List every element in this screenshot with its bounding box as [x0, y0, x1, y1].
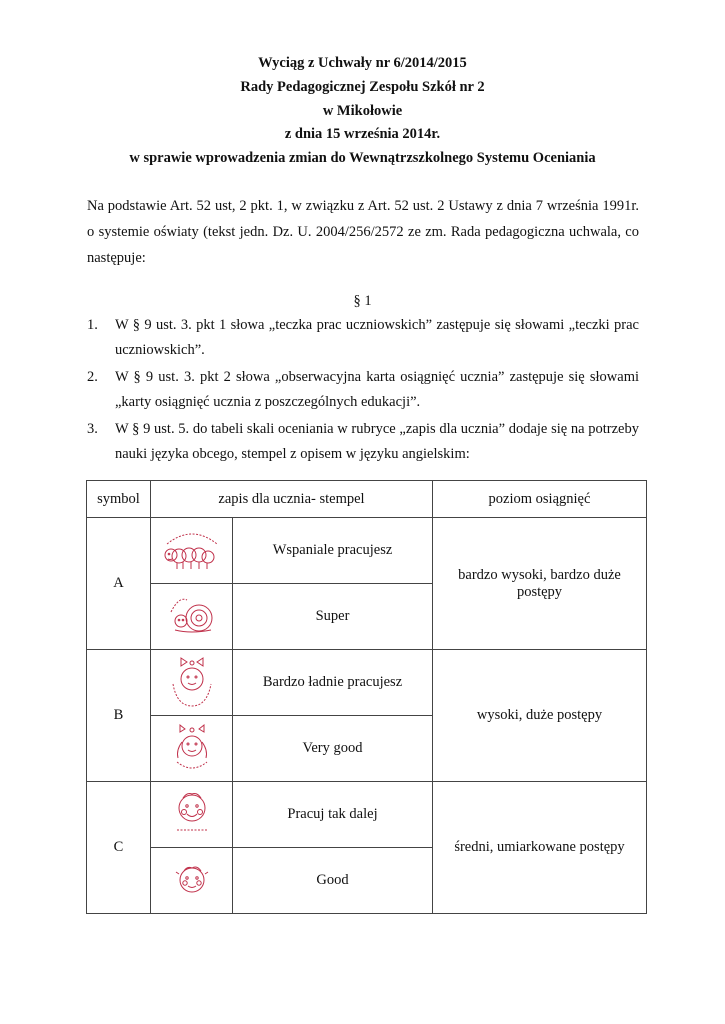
list-text: W § 9 ust. 5. do tabeli skali oceniania w rubryce „zapis dla ucznia” dodaje się na potrzeby nauki języka obcego, stempel z opisem w języku angielskim:	[115, 421, 639, 462]
header-title: Wyciąg z Uchwały nr 6/2014/2015	[258, 55, 467, 71]
list-number: 2.	[87, 369, 98, 385]
stamp-girl-pigtails-icon	[151, 716, 233, 782]
symbol-b: B	[87, 650, 151, 782]
symbol-c: C	[87, 782, 151, 914]
stamp-caterpillar-icon	[151, 518, 233, 584]
record-label: Very good	[233, 716, 433, 782]
record-label: Good	[233, 848, 433, 914]
header-symbol: symbol	[87, 481, 151, 518]
header-date: z dnia 15 września 2014r.	[284, 126, 441, 143]
amendment-list	[87, 313, 639, 469]
record-label: Pracuj tak dalej	[233, 782, 433, 848]
table-row	[87, 650, 647, 716]
list-item	[87, 313, 639, 363]
paragraph-mark: § 1	[353, 293, 372, 309]
list-item	[87, 365, 639, 415]
list-text: W § 9 ust. 3. pkt 2 słowa „obserwacyjna karta osiągnięć ucznia” zastępuje się słowami „karty osiągnięć ucznia z poszczególnych edukacji”.	[115, 369, 639, 410]
stamp-snail-icon	[151, 584, 233, 650]
grading-table	[86, 480, 647, 914]
record-label: Super	[233, 584, 433, 650]
level-a: bardzo wysoki, bardzo duże postępy	[433, 518, 647, 650]
list-number: 3.	[87, 421, 98, 437]
intro-paragraph: Na podstawie Art. 52 ust, 2 pkt. 1, w związku z Art. 52 ust. 2 Ustawy z dnia 7 września 1991r. o systemie oświaty (tekst jedn. Dz. U. 2004/256/2572 ze zm. Rada pedagogiczna uchwala, co następuje:	[87, 198, 639, 266]
header-record: zapis dla ucznia- stempel	[151, 481, 433, 518]
level-c: średni, umiarkowane postępy	[433, 782, 647, 914]
list-item	[87, 417, 639, 467]
table-row	[87, 518, 647, 584]
record-label: Wspaniale pracujesz	[233, 518, 433, 584]
header-subject: w sprawie wprowadzenia zmian do Wewnątrzszkolnego Systemu Oceniania	[129, 150, 596, 167]
stamp-girl-bow-icon	[151, 650, 233, 716]
table-header-row	[87, 481, 647, 518]
record-label: Bardzo ładnie pracujesz	[233, 650, 433, 716]
symbol-a: A	[87, 518, 151, 650]
header-level: poziom osiągnięć	[433, 481, 647, 518]
stamp-smiley-face-icon	[151, 782, 233, 848]
header-city: w Mikołowie	[322, 102, 403, 119]
stamp-boy-face-icon	[151, 848, 233, 914]
header-council: Rady Pedagogicznej Zespołu Szkół nr 2	[240, 78, 485, 95]
list-number: 1.	[87, 317, 98, 333]
document-header	[0, 52, 725, 171]
level-b: wysoki, duże postępy	[433, 650, 647, 782]
table-row	[87, 782, 647, 848]
list-text: W § 9 ust. 3. pkt 1 słowa „teczka prac uczniowskich” zastępuje się słowami „teczki prac uczniowskich”.	[115, 317, 639, 358]
